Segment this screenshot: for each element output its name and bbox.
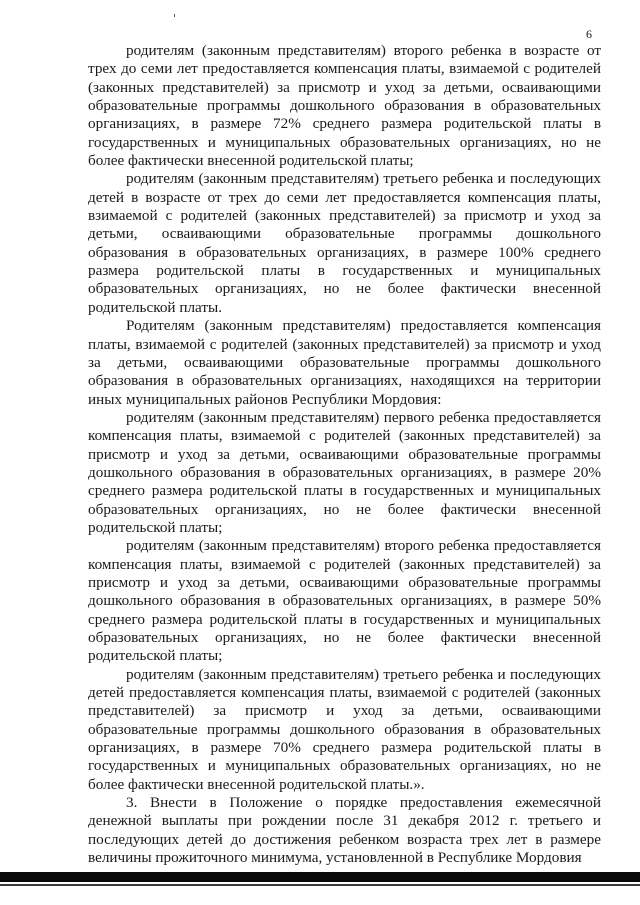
document-body — [88, 42, 601, 867]
scan-speck — [174, 14, 175, 17]
page-number: 6 — [586, 27, 592, 41]
paragraph-third-child-3-7: родителям (законным представителям) третьего ребенка и последующих детей в возрасте от трех до семи лет предоставляется компенсация платы, взимаемой с родителей (законных представителей) за присмотр и уход за детьми, осваивающими образовательные программы дошкольного образования в образовательных организациях, в размере 100% среднего размера родительской платы в государственных и муниципальных образовательных организациях, но не более фактически внесенной родительской платы. — [88, 170, 601, 316]
paragraph-other-districts-intro: Родителям (законным представителям) предоставляется компенсация платы, взимаемой с родителей (законных представителей) за присмотр и уход за детьми, осваивающими образовательные программы дошкольного образования в образовательных организациях, находящихся на территории иных муниципальных районов Республики Мордовия: — [88, 317, 601, 408]
paragraph-third-child-70: родителям (законным представителям) третьего ребенка и последующих детей предоставляется компенсация платы, взимаемой с родителей (законных представителей) за присмотр и уход за детьми, осваивающими образовательные программы дошкольного образования в образовательных организациях, в размере 70% среднего размера родительской платы в государственных и муниципальных образовательных организациях, но не более фактически внесенной родительской платы.». — [88, 665, 601, 793]
scan-bottom-edge-line — [0, 884, 640, 886]
paragraph-second-child-50: родителям (законным представителям) второго ребенка предоставляется компенсация платы, взимаемой с родителей (законных представителей) за присмотр и уход за детьми, осваивающими образовательные программы дошкольного образования в образовательных организациях, в размере 50% среднего размера родительской платы в государственных и муниципальных образовательных организациях, но не более фактически внесенной родительской платы; — [88, 537, 601, 665]
paragraph-first-child-20: родителям (законным представителям) первого ребенка предоставляется компенсация платы, взимаемой с родителей (законных представителей) за присмотр и уход за детьми, осваивающими образовательные программы дошкольного образования в образовательных организациях, в размере 20% среднего размера родительской платы в государственных и муниципальных образовательных организациях, но не более фактически внесенной родительской платы; — [88, 408, 601, 536]
scan-bottom-edge — [0, 872, 640, 882]
paragraph-item-3: 3. Внести в Положение о порядке предоставления ежемесячной денежной выплаты при рождении после 31 декабря 2012 г. третьего и последующих детей до достижения ребенком возраста трех лет в размере величины прожиточного минимума, установленной в Республике Мордовия — [88, 794, 601, 867]
paragraph-second-child-3-7: родителям (законным представителям) второго ребенка в возрасте от трех до семи лет предоставляется компенсация платы, взимаемой с родителей (законных представителей) за присмотр и уход за детьми, осваивающими образовательные программы дошкольного образования в образовательных организациях, в размере 72% среднего размера родительской платы в государственных и муниципальных образовательных организациях, но не более фактически внесенной родительской платы; — [88, 42, 601, 170]
